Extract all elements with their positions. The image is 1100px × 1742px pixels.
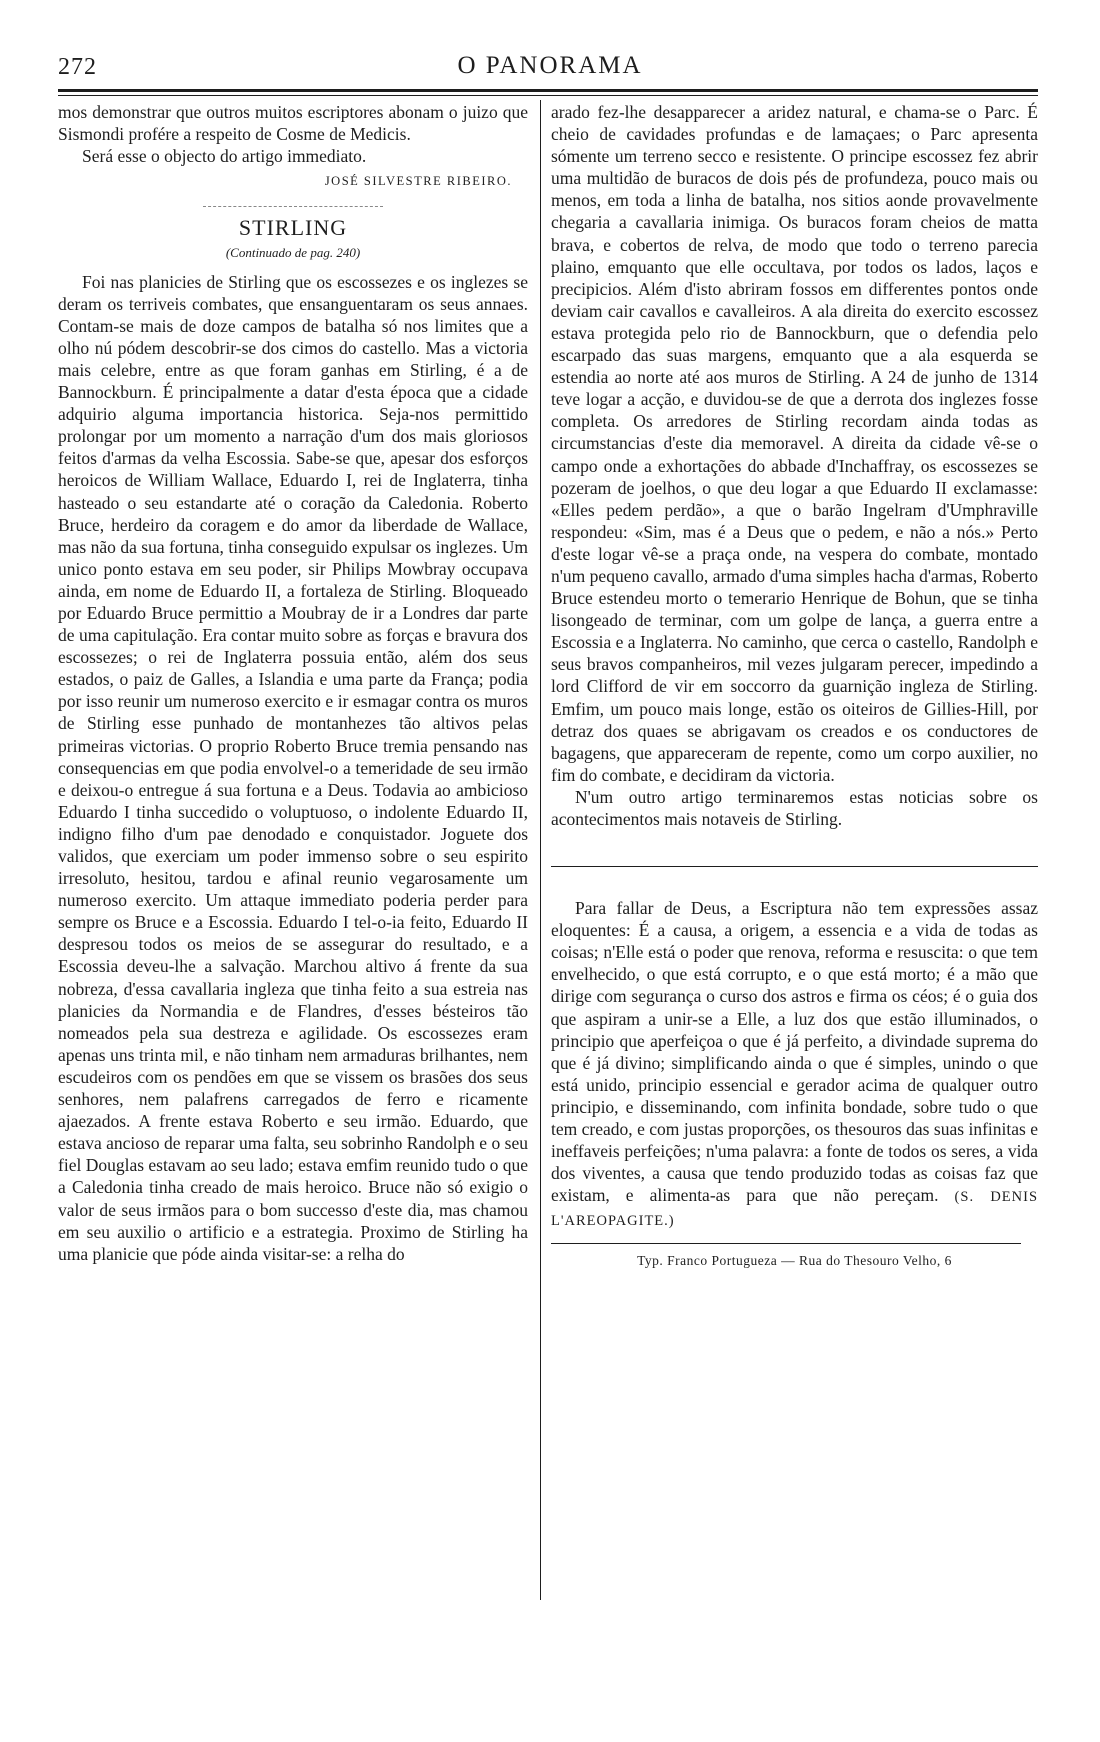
- article-text: Foi nas planicies de Stirling que os escossezes e os inglezes se deram os terriveis combates, que ensanguentaram os seus annaes. Contam-se mais de doze campos de batalha só nos limites que a olho nú pódem descobrir-se dos cimos do castello. Mas a victoria mais celebre, entre as que foram ganhas em Stirling, é a de Bannockburn. É principalmente a datar d'esta época que a cidade adquirio alguma importancia historica. Seja-nos permittido prolongar por um momento a narração d'um dos mais gloriosos feitos d'armas da velha Escossia. Sabe-se que, apesar dos esforços heroicos de William Wallace, Eduardo I, rei de Inglaterra, tinha hasteado o seu estandarte até o coração da Caledonia. Roberto Bruce, herdeiro da coragem e do amor da liberdade de Wallace, mas não da sua fortuna, tinha conseguido expulsar os inglezes. Um unico ponto estava em seu poder, sir Philips Mowbray occupava ainda, em nome de Eduardo II, a fortaleza de Stirling. Bloqueado por Eduardo Bruce permittio a Moubray de ir a Londres dar parte de uma capitulação. Era contar muito sobre as forças e bravura dos escossezes; o rei de Inglaterra possuia então, além dos seus estados, o paiz de Galles, a Islandia e uma parte da França; podia por isso reunir um numeroso exercito e ir esmagar contra os muros de Stirling esse punhado de montanhezes tão altivos pelas primeiras victorias. O proprio Roberto Bruce tremia pensando nas consequencias em que podia envolvel-o a temeridade de seu irmão e deixou-o entregue á sua fortuna e a Deus. Todavia ao ambicioso Eduardo I tinha succedido o voluptuoso, o indolente Eduardo II, indigno filho d'um pae denodado e conquistador. Joguete dos validos, que exerciam um poder immenso sobre o seu espirito irresoluto, hesitou, tardou e afinal reunio vegarosamente um numeroso exercito. Um attaque immediato poderia perder para sempre os Bruce e a Escossia. Eduardo I tel-o-ia feito, Eduardo II despresou todos os meios de se assegurar do resultado, e a Escossia deveu-lhe a salvação. Marchou altivo á frente da sua nobreza, d'essa cavallaria ingleza que tinha feito a sua estreia nas planicies da Normandia e de Flandres, d'esses bésteiros tão nomeados pela sua destreza e agilidade. Os escossezes eram apenas uns trinta mil, e não tinham nem armaduras brilhantes, nem escudeiros com os pendões em que se vissem os brasões dos seus senhores, nem palafrens carregados de ferro e ricamente ajaezados. A frente estava Roberto e seu irmão. Eduardo, que estava ancioso de reparar uma falta, seu sobrinho Randolph e o seu fiel Douglas estavam ao seu lado; estava emfim reunido tudo o que a Caledonia tinha creado de mais heroico. Bruce não só exigio o valor de seus irmãos para o bom successo d'este dia, mas chamou em seu auxilio o artificio e a estrategia. Proximo de Stirling ha uma planicie que póde ainda visitar-se: a relha do: [58, 271, 528, 1264]
- continuation-note: (Continuado de pag. 240): [225, 245, 361, 261]
- imprint: Typ. Franco Portugueza — Rua do Thesouro Velho, 6: [637, 1252, 952, 1268]
- article-separator: [203, 206, 383, 207]
- page-number: 272: [58, 54, 97, 80]
- quote-block: [551, 897, 1038, 1232]
- article-text-continued: arado fez-lhe desapparecer a aridez natural, e chama-se o Parc. É cheio de cavidades profundas e de lamaçaes; o Parc apresenta sómente um terreno secco e resistente. O principe escossez fez abrir uma multidão de buracos de dois pés de profundeza, pouco mais ou menos, em toda a linha de batalha, nos sitios aonde provavelmente chegaria a cavallaria inimiga. Os buracos foram cheios de matta brava, e cobertos de relva, de modo que todo o terreno parecia plaino, emquanto que elle occultava, por todos os lados, laços e precipicios. Além d'isto abriram fossos em differentes pontos onde deviam cair cavallos e cavalleiros. A ala direita do exercito escossez estava protegida pelo rio de Bannockburn, que o defendia pelo escarpado das suas margens, emquanto que a ala esquerda se estendia ao norte até aos muros de Stirling. A 24 de junho de 1314 teve logar a acção, e duvidou-se de que a derrota dos inglezes fosse completa. Os arredores de Stirling recordam ainda todas as circumstancias d'este dia memoravel. A direita da cidade vê-se o campo onde a exhortações do abbade d'Inchaffray, os escossezes se pozeram de joelhos, o que deu logar a que Eduardo II exclamasse: «Elles pedem perdão», a que o barão Ingelram d'Umphraville respondeu: «Sim, mas é a Deus que o pedem, e não a nós.» Perto d'este logar vê-se a praça onde, na vespera do combate, montado n'um pequeno cavallo, armado d'uma simples hacha d'armas, Roberto Bruce estendeu morto o temerario Henrique de Bohun, que se tinha lisongeado de terminar, com um golpe de lança, a guerra entre a Escossia e a Inglaterra. No caminho, que cerca o castello, Randolph e seus bravos companheiros, mil vezes julgaram perecer, impedindo a lord Clifford de vir em soccorro da guarnição ingleza de Stirling. Emfim, um pouco mais longe, estão os oiteiros de Gillies-Hill, por detraz dos quaes se abrigavam os creados e os conductores de bagagens, que appareceram de repente, como um corpo auxilier, no fim do combate, e decidiram da victoria.: [551, 102, 1038, 785]
- journal-title: O PANORAMA: [457, 52, 643, 79]
- intro-author: JOSÉ SILVESTRE RIBEIRO.: [324, 174, 512, 189]
- left-column: [58, 101, 528, 1265]
- imprint-separator: [551, 1243, 1021, 1244]
- right-column: [551, 101, 1038, 1272]
- quote-attribution: (S. DENIS L'AREOPAGITE.): [551, 1189, 1039, 1230]
- quote-text: [551, 897, 1038, 1232]
- intro-paragraph-2: Será esse o objecto do artigo immediato.: [82, 146, 367, 167]
- article-title: STIRLING: [238, 215, 348, 241]
- intro-paragraph: mos demonstrar que outros muitos escriptores abonam o juizo que Sismondi profére a respeito de Cosme de Medicis.: [58, 102, 528, 145]
- column-divider: [540, 100, 541, 1600]
- quote-separator: [551, 866, 1038, 867]
- header-rule-thick: [58, 89, 1038, 92]
- quote-body: Para fallar de Deus, a Escriptura não tem expressões assaz eloquentes: É a causa, a origem, a essencia e a vida de todas as coisas; n'Elle está o poder que renova, reforma e resuscita: o que tem envelhecido, o que está corrupto, e o que está morto; é a mão que dirige com segurança o curso dos astros e firma os céos; é o guia dos que aspiram a unir-se a Elle, a luz dos que estão illuminados, o principio que aperfeiçoa o que é já perfeito, a divindade suprema do que é já divino; simplificando ainda o que é simples, unindo o que está unido, principio essencial e gerador acima de qualquer outro principio, e disseminando, com infinita bondade, sobre tudo o que tem creado, e com justas proporções, os thesouros das suas infinitas e ineffaveis perfeições; n'uma palavra: a fonte de todos os seres, a vida dos viventes, a causa que tendo produzido todas as coisas faz que existam, e alimenta-as para que não pereçam.: [551, 898, 1038, 1206]
- header-rule-thin: [58, 95, 1038, 96]
- closing-paragraph: N'um outro artigo terminaremos estas noticias sobre os acontecimentos mais notaveis de Stirling.: [551, 786, 1038, 829]
